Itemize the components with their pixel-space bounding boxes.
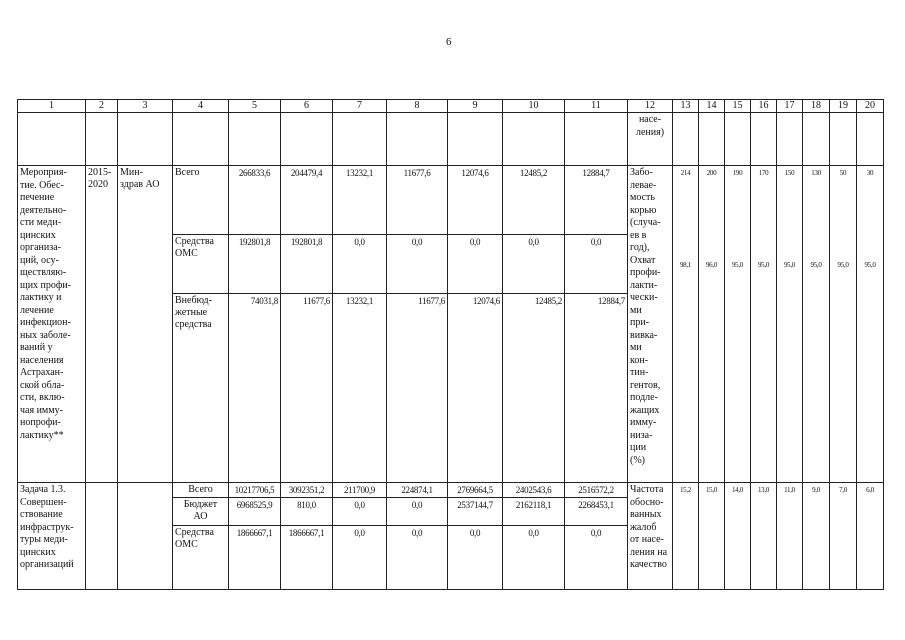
value-cell: 224874,1 xyxy=(387,483,448,498)
value-cell: 0,0 xyxy=(565,235,628,294)
value-cell: 2769664,5 xyxy=(448,483,503,498)
col-header: 8 xyxy=(387,100,448,113)
target-value: 200 xyxy=(706,169,717,177)
target-value: 30 xyxy=(866,169,874,177)
target-value: 214 xyxy=(680,169,691,177)
value-cell: 0,0 xyxy=(387,526,448,590)
target-value: 11,0 xyxy=(777,483,803,590)
target-value: 13,0 xyxy=(751,483,777,590)
value-cell: 11677,6 xyxy=(387,166,448,235)
col-header: 6 xyxy=(281,100,333,113)
value-cell: 12485,2 xyxy=(503,166,565,235)
measure-period: 2015- 2020 xyxy=(86,166,118,483)
target-value: 190 xyxy=(732,169,743,177)
value-cell: 0,0 xyxy=(333,526,387,590)
indicator-text: Частота обосно- ванных жалоб от насе- ления на качество xyxy=(628,483,673,590)
value-cell: 74031,8 xyxy=(229,294,281,483)
target-value: 98,1 xyxy=(679,261,692,269)
value-cell: 2162118,1 xyxy=(503,498,565,526)
target-cell xyxy=(725,166,751,483)
funding-source: Внебюд- жетные средства xyxy=(173,294,229,483)
col-header: 2 xyxy=(86,100,118,113)
value-cell: 12884,7 xyxy=(565,166,628,235)
funding-source: Всего xyxy=(173,166,229,235)
target-value: 130 xyxy=(811,169,821,177)
measure-name: Мероприя- тие. Обес- печение деятельно- сти меди- цинских организа- ций, осу- ществляю- щих профи- лактику и лечение инфекцион- ных заболе- ваний у населения Астрахан- ской обла- сти, вклю- чая имму- нопрофи- лактику** xyxy=(18,166,86,483)
target-cell xyxy=(857,166,884,483)
target-cell xyxy=(673,166,699,483)
program-table xyxy=(17,99,884,590)
value-cell: 13232,1 xyxy=(333,166,387,235)
value-cell: 0,0 xyxy=(333,498,387,526)
target-value: 7,0 xyxy=(830,483,857,590)
target-value: 15,0 xyxy=(699,483,725,590)
target-value: 96,0 xyxy=(705,261,718,269)
col-header: 9 xyxy=(448,100,503,113)
target-value: 50 xyxy=(839,169,847,177)
value-cell: 11677,6 xyxy=(281,294,333,483)
col-header: 3 xyxy=(118,100,173,113)
target-value: 6,0 xyxy=(857,483,884,590)
value-cell: 211700,9 xyxy=(333,483,387,498)
target-value: 170 xyxy=(758,169,769,177)
value-cell: 2516572,2 xyxy=(565,483,628,498)
col-header: 5 xyxy=(229,100,281,113)
funding-source: Бюджет АО xyxy=(173,498,229,526)
indicator-text: Забо- левае- мость корью (случа- ев в год), Охват профи- лакти- чески- ми при- вивка- ми кон- тин- гентов, подле- жащих имму- низа- ции (%) xyxy=(628,166,673,483)
target-value: 9,0 xyxy=(803,483,830,590)
col-header: 18 xyxy=(803,100,830,113)
task-row-total xyxy=(18,483,884,498)
target-value: 95,0 xyxy=(837,261,849,269)
col-header: 11 xyxy=(565,100,628,113)
value-cell: 11677,6 xyxy=(387,294,448,483)
target-value: 15,2 xyxy=(673,483,699,590)
task-name: Задача 1.3. Совершен- ствование инфраструк- туры меди- цинских организаций xyxy=(18,483,86,590)
target-value: 95,0 xyxy=(864,261,876,269)
column-number-row xyxy=(18,100,884,113)
value-cell: 2268453,1 xyxy=(565,498,628,526)
target-cell xyxy=(803,166,830,483)
value-cell: 1866667,1 xyxy=(229,526,281,590)
col-header: 10 xyxy=(503,100,565,113)
value-cell: 0,0 xyxy=(333,235,387,294)
target-value: 95,0 xyxy=(757,261,770,269)
value-cell: 6968525,9 xyxy=(229,498,281,526)
page-number: 6 xyxy=(446,36,452,48)
value-cell: 204479,4 xyxy=(281,166,333,235)
value-cell: 12074,6 xyxy=(448,294,503,483)
funding-source: Всего xyxy=(173,483,229,498)
value-cell: 12485,2 xyxy=(503,294,565,483)
value-cell: 1866667,1 xyxy=(281,526,333,590)
col-header: 16 xyxy=(751,100,777,113)
target-cell xyxy=(751,166,777,483)
col-header: 13 xyxy=(673,100,699,113)
col-header: 1 xyxy=(18,100,86,113)
funding-source: Средства ОМС xyxy=(173,526,229,590)
measure-row-total xyxy=(18,166,884,235)
target-cell xyxy=(830,166,857,483)
value-cell: 2402543,6 xyxy=(503,483,565,498)
value-cell: 10217706,5 xyxy=(229,483,281,498)
target-cell xyxy=(699,166,725,483)
value-cell: 13232,1 xyxy=(333,294,387,483)
measure-executor: Мин- здрав АО xyxy=(118,166,173,483)
continuation-text: насе- ления) xyxy=(628,113,673,166)
col-header: 14 xyxy=(699,100,725,113)
col-header: 7 xyxy=(333,100,387,113)
value-cell: 0,0 xyxy=(448,526,503,590)
value-cell: 192801,8 xyxy=(281,235,333,294)
value-cell: 0,0 xyxy=(387,235,448,294)
target-value: 14,0 xyxy=(725,483,751,590)
value-cell: 192801,8 xyxy=(229,235,281,294)
value-cell: 0,0 xyxy=(565,526,628,590)
value-cell: 12884,7 xyxy=(565,294,628,483)
funding-source: Средства ОМС xyxy=(173,235,229,294)
value-cell: 0,0 xyxy=(387,498,448,526)
target-value: 95,0 xyxy=(783,261,796,269)
value-cell: 0,0 xyxy=(503,526,565,590)
col-header: 19 xyxy=(830,100,857,113)
value-cell: 810,0 xyxy=(281,498,333,526)
value-cell: 266833,6 xyxy=(229,166,281,235)
col-header: 15 xyxy=(725,100,751,113)
value-cell: 2537144,7 xyxy=(448,498,503,526)
col-header: 20 xyxy=(857,100,884,113)
target-value: 95,0 xyxy=(731,261,744,269)
target-value: 95,0 xyxy=(810,261,822,269)
col-header: 17 xyxy=(777,100,803,113)
col-header: 4 xyxy=(173,100,229,113)
value-cell: 3092351,2 xyxy=(281,483,333,498)
target-value: 150 xyxy=(784,169,795,177)
value-cell: 0,0 xyxy=(503,235,565,294)
col-header: 12 xyxy=(628,100,673,113)
value-cell: 12074,6 xyxy=(448,166,503,235)
continuation-row xyxy=(18,113,884,166)
target-cell xyxy=(777,166,803,483)
value-cell: 0,0 xyxy=(448,235,503,294)
